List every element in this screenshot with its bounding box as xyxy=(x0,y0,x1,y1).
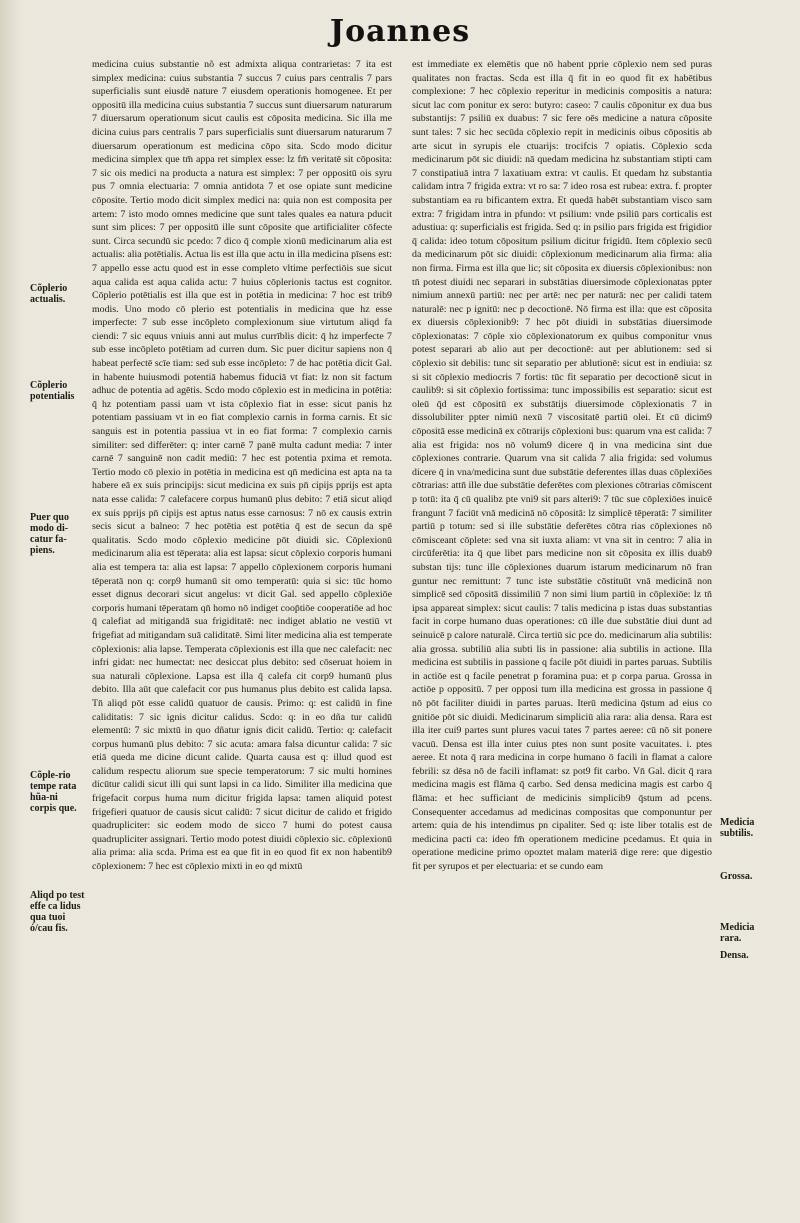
margin-note-densa: Densa. xyxy=(720,950,749,961)
text-column-left xyxy=(92,58,392,1198)
margin-note-complexio-potentialis: Cõplerio potentialis xyxy=(30,380,75,402)
margin-note-medicina-rara: Medicia rara. xyxy=(720,922,755,944)
running-head: Joannes xyxy=(329,14,471,49)
margin-note-complexio-actualis: Cõplerio actualis. xyxy=(30,283,68,305)
column-text: medicina cuius substantie nõ est admixta aliqua contrarietas: 7 ita est simplex medicina: cuius substantia 7 succus 7 cuius pars centralis 7 pars superficialis sunt eiusdē nature 7 eiusdem operationis homogenee. Et per oppositū illa medicina cuius substantia 7 succus sunt diuersarum naturarum 7 diuersarum operationum sicut caulis est cōposita medicina. Sic illa me dicina cuius pars centralis 7 pars superficialis sunt diuersarum naturarum 7 diuersarum operationum est medicina cōpo sita. Scdo modo dicitur medicina simplex que tm̄ appa ret simplex esse: lz fm̄ veritatē sit cōposita: 7 sic ois medici na producta a natura est simplex: 7 per oppositū ois syru pus 7 omnia electuaria: 7 omnia antidota 7 et ose opiate sunt medicine cōposite. Tertio modo dicit simplex medici na: quia non est composita per artem: 7 isto modo omnes medicine que sunt tales quales ea natura pducit sunt sim plices: 7 per oppositū ille sunt cōposite que artificialiter cōfecte sunt. Circa secundū sic pcedo: 7 dico q̄ comple xionū medicinarum alia est actualis: alia potētialis. Actua lis est illa que actu in illa medicina pīsens est: 7 appello esse actu quod est in esse completo vltime perfectiōis sue sicut aqua calida est aqua calida actu: 7 huius cōplerionis tactus est cognitor. Cōplerio potētialis est illa que est in potētia in medicina: 7 hoc est trib9 modis. Uno modo cō plerio est potentialis in medicina que hz esse imperfecte: 7 sub esse incōpleto complexionum siue virtutum aliqd fa ciendi: 7 sic equus vniuis anni aut mulus currīblis dicit: q̄ hz imperfecte 7 sub esse incōpleto potētiam ad curren dum. Sic puer dicitur sapiens non q̄ habeat perfectē scīe tiam: sed sub esse incōpleto: 7 de hac potētia dicit Gal. in habente huiusmodi potentiā habemus fiduciā vt fiat: lz non sit factum adhuc de potentia ad agētis. Scdo modo cōplexio est in medicina in potētia: q̄ hz potentiam passi uam vt ista cōplexio fiat in esse: sicut panis hz potentiam passiuam vt in eo fiat complexio carnis in forma carnis. Et sic sanguis est in potentia passiua vt in eo fiat forma: 7 complexio carnis similiter: sed differēter: q: inter carnē 7 panē multa cadunt media: 7 inter carnē 7 sanguinē non cadit mediū: 7 hec est potentia pxima et remota. Tertio modo cō plexio in potētia in medicina est qn̄ medicina est apta na ta habere eā ex suis principijs: sicut medicina ex suis pn̄ cipijs pprijs est apta nata esse calida: 7 calefacere corpus humanū plus debito: 7 etiā sicut aliqd ex suis pprijs pn̄ cipijs est aptus natus esse carnosus: 7 nō ex causis extrin secis sicut a balneo: 7 hec potētia est potētia q̄ est de secun da spē qualitatis. Scdo modo cōplexio medicine pōt diuidi sic. Cōplexionū medicinarum alia est tēperata: alia est lapsa: sicut cōplexio corporis humani alia est tempera ta: alia est lapsa: 7 appello cōplexionem corporis humani tēperatā non q: corp9 humanū sit omo temperatū: quia si sic: tūc homo esset dignus decorari sicut angelus: vt dicit Gal. sed appello cōplexiōe corporis humani tēperatam qn̄ homo nō indiget coop̄tiōe cooperatiōe ad hoc q̄ calefiat ad mitigandā sua frigiditatē: nec indiget ablatio ne vestiū vt frigefiat ad mitigandam suā caliditatē. Simi liter medicina alia est temperate cōplexionis: alia lapse. Temperata cōplexionis est illa que nec calefacit: nec infri gidat: nec humectat: nec desiccat plus debito: sed cōseruat hoiem in sua naturali cōplexione. Lapsa est illa q̄ calefa cit corp9 humanū plus debito. Illa aūt que calefacit cor pus humanus plus debito est calida lapsa. Tn̄ aliqd pōt esse calidū quatuor de causis. Primo: q: est calidū in fine caliditatis: 7 sic ignis dicitur calidus. Scdo: q: in eo dña tur calidū elementū: 7 sic mixtū in quo dñatur ignis dicit calidū. Tertio: q: calefacit corpus humanū plus debito: 7 sic acuta: amara falsa dicuntur calida: 7 sic etiā queda me dicine dicunt calide. Quarta causa est q: illud quod est calidum respectu aliorum sue specie temperatorum: 7 sic multi homines dicūtur calidi sicut illi qui sunt lapsi in ca lido. Similiter illa medicina que frigefacit corpus huma num dicitur frigida lapsa: tamen aliquid potest frigefieri quatuor de causis sicut calidū: 7 sicut dicitur de calido et frigido quadrupliciter: sic eodem modo de sicco 7 humi do potest causa quadrupliciter assignari. Tertio modo potest diuidi cōplexio sic. cōplexionū alia prima: alia scda. Prima est ea que fit in eo quod fit ex non habentib9 cōplexionem: 7 hec est cōplexio mixti in eo qd mixtū xyxy=(92,59,392,873)
margin-note-grossa: Grossa. xyxy=(720,871,753,882)
page-gutter-shadow xyxy=(0,0,22,1223)
text-column-right xyxy=(412,58,712,1198)
margin-note-complexio-temperata: Cõple-rio tempe rata hũa-ni corpis que. xyxy=(30,770,77,814)
margin-note-medicina-subtilis: Medicia subtilis. xyxy=(720,817,755,839)
margin-note-aliquid-calidus: Aliqd po test effe ca lidus qua tuoi ó/cau fis. xyxy=(30,890,85,934)
margin-note-puer-sapiens: Puer quo modo di-catur fa-piens. xyxy=(30,512,69,556)
column-text: est immediate ex elemētis que nō habent pprie cōplexio nem sed puras qualitates non fractas. Scda est illa q̄ fit in eo quod fit ex habētibus complexione: 7 hec cōplexio reperitur in medicinis compositis a natura: sicut lac com ponitur ex sero: butyro: caseo: 7 caulis cōponitur ex dua bus substantijs: 7 psiliū ex duabus: 7 sic fere oēs medicine a natura cōposite sunt tales: 7 sic hec secūda cōplexio repit in medicinis oibus cōpositis ab arte sicut in syrupis ele ctuarijs: trocifcis 7 opiatis. Cōplexio scda medicinarum pōt sic diuidi: nā quedam medicina hz substantiam stipti cam 7 constipatiuā intra 7 laxatiuam extra: vt caulis. Et quedam hz substantia calidam intra 7 frigida extra: vt ro sa: 7 ideo rosa est rubea: extra. f. propter substantiam ea ru bificantem extra. Et quedā habēt substantiam visco sam extra: 7 frigidam intra in pfundo: vt psilium: vnde psiliū pars corticalis est adustiua: q: superficialis est frigida. Sed q: in psilio pars frigida est frigidior q̄ calida: ideo totum cōpositum psilium dicitur frigidū. Item cōplexio secū da medicinarum pōt sic diuidi: cōplexionum medicinarum alia firma: alia non firma. Firma est illa que lic; sit cōposita ex diuersis cōplexionibus: non tn̄ potest diuidi nec separari in substātias diuersimode cōplexionatas ppter nimium annexū partiū: nec per artē: nec per naturā: nec per calidi tatem naturalē: nec p ignitū: nec p decoctionē. Nō firma est illa: que est cōposita ex diuersis cōplexionib9: 7 hec pōt diuidi in substātias diuersimode cōplexionatas: 7 cōple xio cōplexionatorum ex quibus componitur vnus potest separari ab alio aut per decoctionē: aut per ablutionem: sed si cōplexio sit debilis: tunc sit separatio per ablutionē: sicut est in endiuia: sz si sit cōplexio mediocris 7 fortis: tūc fit separatio per decoctionē sicut in caulib9: si sit cōplexio fortissima: tunc impossibilis est separatio: sicut est oleū q̄d est cōpositū ex substātijs diuersimode cōplexionatis 7 in dissolubiliter ppter nimiū nexū 7 viscositatē partiū olei. Et cū dicim9 cōpositā esse medicinā ex cōtrarijs cōplexioni bus: quarum vna est calida: 7 alia est frigida: nos nō volum9 dicere q̄ in vna medicina sint due cōplexiones contrarie. Quarum vna sit calida 7 alia frigida: sed volumus dicere q̄ in vna/medicina sunt due substātie deferentes illas duas cōplexiōes cōtrarias: attn̄ ille due substātie deferētes com plexiones cōtrarias cōmiscent p totū: ita q̄ cū qualibz pte vni9 sit pars alteri9: 7 tūc sue cōplexiōes inuicē frangunt 7 faciūt vnā medicinā nō cōpositā: lz simplicē tēperatā: 7 similiter partiū p totum: sed si ille substātie deferētes cōtra rias cōplexiones nō cōmisceant cōplete: sed vna sit iuxta aliam: vt vna sit in centro: 7 alia in circūferētia: ita q̄ que libet pars medicine non sit cōposita ex illis duab9 substan tijs: tunc ille cōplexiones duarum istarum medicinarum nō fran guntur nec remittunt: 7 tunc iste substātie cōstituūt vnā medicinā non simplicē sed cōpositā dissimiliū 7 non simi lium partiū in cōplexiōe: lz tn̄ ipsa appareat simplex: sicut caulis: 7 talis medicina p istas duas substantias facit in corpe humano duas operationes: cū ille due substātie diui dunt ad seinuicē p calore naturalē. Circa tertiū sic pce do. medicinarum alia subtilis: alia grossa. subtiliū alia subti lis in passione: alia subtilis in actione. Illa medicina est subtilis in passione q facile pōt diuidi in partes paruas. Subtilis in actiōe est q facile penetrat p foramina pua: et p corpa parua. Grossa in actiōe p oppositū. 7 per opposi tum illa medicina est grossa in passione q̄ nō pōt faciliter diuidi in partes paruas. Iterū medicina q̄stum ad eius co gnitiōe pōt sic diuidi. Medicinarum simpliciū alia rara: alia densa. Rara est illa iter cui9 partes sunt plures vacui tates 7 partes aeree: cū nō sit ponere vacuū. Densa est illa inter cuius ptes non sunt posite vacuitates. i. ptes aeree. Et nota q̄ rara medicina in corpe humano ō facili in flamat a calore febrili: sz dēsa nō de facili inflamat: sz pot9 fit carbo. Vn̄ Gal. dicit q̄ rara medicina magis est flāma q̄ carbo. Sed densa medicina magis est carbo q̄ flāma: et hec sufficiant de medicinis simplicib9 q̄stum ad pcens. Consequenter accedamus ad medicinas compositas que componuntur per artem: quia de his intendimus pn cipaliter. Sed q: iste liber totalis est de medicina pacti ca: ideo fm̄ operationem medicine pcedamus. Et quia in operatione medicine primo opoztet malam materiā dige rere: que digestio fit per syrupos et per electuaria: et se cundo eam xyxy=(412,59,712,873)
